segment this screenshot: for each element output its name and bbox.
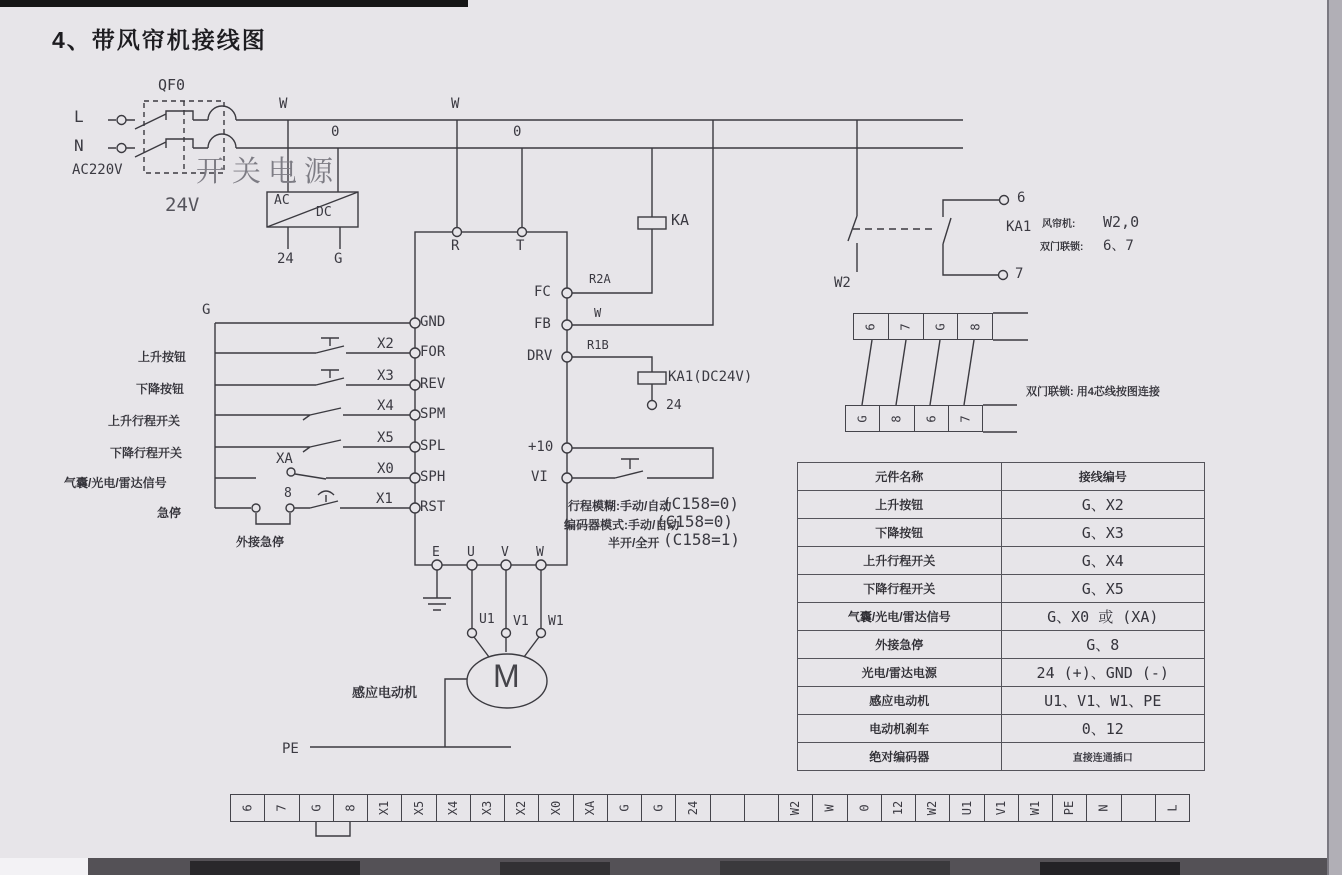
terminal-cell-label: G [309, 804, 324, 812]
terminal-cell-X2 [505, 795, 539, 821]
terminal-cell-label: G [933, 322, 948, 331]
term-drv: DRV [527, 348, 553, 364]
term-u: U [467, 545, 475, 560]
terminal-cell-label: X4 [446, 800, 461, 816]
label-pe: PE [282, 741, 299, 757]
term-r: R [451, 238, 460, 254]
terminal-cell-label: 8 [343, 804, 358, 812]
term-v: V [501, 545, 509, 560]
terminal-cell-label: X3 [480, 800, 495, 816]
label-qf0: QF0 [158, 76, 186, 94]
table-header-1: 接线编号 [1001, 463, 1205, 491]
wiring-table-header [798, 463, 1205, 491]
terminal-cell-label: N [1096, 804, 1111, 812]
terminal-cell-label: 6 [863, 322, 878, 331]
row-down-travel-switch: 下降行程开关 [110, 446, 183, 460]
curtain-interlock-contacts [848, 120, 1009, 280]
note-half-open: 半开/全开 [608, 536, 660, 550]
legend-curtain-value: W2,0 [1103, 213, 1140, 231]
table-row [798, 743, 1205, 771]
terminal-cell-label: G [617, 804, 632, 812]
terminal-cell-G [846, 406, 880, 431]
wire-x4: X4 [377, 398, 394, 414]
wiring-number-cell: G、X0 或 (XA) [1001, 603, 1205, 631]
terminal-cell-label: 7 [958, 414, 973, 423]
terminal-cell-label: XA [583, 800, 598, 816]
term-rst: RST [420, 499, 446, 515]
wiring-number-cell: G、X2 [1001, 491, 1205, 519]
row-estop: 急停 [157, 506, 182, 520]
terminal-cell-6 [854, 314, 889, 339]
label-induction-motor: 感应电动机 [352, 685, 418, 700]
terminal-cell-label: U1 [959, 800, 974, 816]
terminal-cell-8 [334, 795, 368, 821]
terminal-cell-8 [880, 406, 914, 431]
legend-interlock-value: 6、7 [1103, 238, 1134, 254]
terminal-cell-X4 [437, 795, 471, 821]
terminal-cell-6 [231, 795, 265, 821]
bus-w-label-2: W [451, 96, 460, 112]
terminal-cell-W1 [1019, 795, 1053, 821]
term-plus10: +10 [528, 439, 554, 455]
row-down-button: 下降按钮 [136, 382, 185, 396]
terminal-cell-label: 12 [891, 800, 906, 816]
legend-interlock-label: 双门联锁: [1040, 242, 1084, 253]
wire-v1: V1 [513, 614, 529, 629]
motor-m-label: M [493, 658, 520, 694]
table-header-0: 元件名称 [798, 463, 1002, 491]
component-name-cell: 电动机刹车 [798, 715, 1002, 743]
terminal-cell-blank [745, 795, 779, 821]
terminal-cell-label: X2 [514, 800, 529, 816]
component-name-cell: 下降行程开关 [798, 575, 1002, 603]
relay-ka-label: KA [671, 211, 690, 229]
terminal-cell-label: V1 [994, 800, 1009, 816]
term-6: 6 [1017, 190, 1026, 206]
label-l: L [74, 107, 84, 126]
wiring-number-cell: 直接连通插口 [1001, 743, 1205, 771]
component-name-cell: 光电/雷达电源 [798, 659, 1002, 687]
component-name-cell: 上升按钮 [798, 491, 1002, 519]
bus-w-label-1: W [279, 96, 288, 112]
bottom-terminal-strip [230, 794, 1190, 822]
wiring-table [797, 462, 1205, 771]
terminal-cell-X1 [368, 795, 402, 821]
legend-curtain-label: 风帘机: [1042, 219, 1076, 230]
note-encoder-mode: 编码器模式:手动/自动 [564, 518, 680, 532]
terminal-cell-blank [1122, 795, 1156, 821]
term-t: T [516, 238, 525, 254]
interlock-block-bottom [845, 405, 983, 432]
terminal-cell-label: W1 [1028, 800, 1043, 816]
row-up-travel-switch: 上升行程开关 [108, 414, 181, 428]
page-title: 4、带风帘机接线图 [52, 27, 267, 53]
terminal-cell-label: 7 [898, 322, 913, 331]
terminal-cell-U1 [950, 795, 984, 821]
terminal-cell-W2 [779, 795, 813, 821]
table-row [798, 491, 1205, 519]
terminal-cell-blank [711, 795, 745, 821]
wire-w-fb: W [594, 306, 602, 320]
terminal-cell-label: 8 [889, 414, 904, 423]
terminal-cell-label: 0 [857, 804, 872, 812]
scan-bottom-blob-1 [190, 861, 360, 875]
component-name-cell: 上升行程开关 [798, 547, 1002, 575]
term-sph: SPH [420, 469, 446, 485]
terminal-cell-label: X0 [548, 800, 563, 816]
contact-ka1-label: KA1 [1006, 219, 1032, 235]
terminal-cell-label: W2 [788, 800, 803, 816]
terminal-circles [410, 228, 572, 571]
row-up-button: 上升按钮 [138, 350, 187, 364]
wiring-number-cell: G、8 [1001, 631, 1205, 659]
wire-x1: X1 [376, 491, 393, 507]
terminal-cell-X5 [402, 795, 436, 821]
label-switch-power: 开关电源 [196, 156, 341, 188]
terminal-cell-7 [265, 795, 299, 821]
scan-bottom-blob-2 [500, 862, 610, 875]
wiring-number-cell: U1、V1、W1、PE [1001, 687, 1205, 715]
wire-r2a: R2A [589, 272, 611, 286]
terminal-cell-N [1087, 795, 1121, 821]
mains-input [108, 106, 236, 157]
wire-xa: XA [276, 451, 293, 467]
terminal-cell-XA [574, 795, 608, 821]
strip-jumper-g8 [316, 822, 350, 836]
term-e: E [432, 545, 440, 560]
bus-0-label-2: 0 [513, 124, 522, 140]
term-vi: VI [531, 469, 548, 485]
label-24v: 24V [165, 194, 200, 216]
terminal-cell-X3 [471, 795, 505, 821]
wire-r1b: R1B [587, 338, 609, 352]
table-row [798, 547, 1205, 575]
component-name-cell: 绝对编码器 [798, 743, 1002, 771]
scan-corner-bottom-left [0, 858, 88, 875]
terminal-cell-label: 24 [685, 800, 700, 816]
terminal-cell-V1 [985, 795, 1019, 821]
terminal-cell-G [608, 795, 642, 821]
bus-0-label-1: 0 [331, 124, 340, 140]
terminal-cell-6 [915, 406, 949, 431]
relay-ka1-label: KA1(DC24V) [668, 369, 753, 385]
relay-circuits [572, 120, 713, 478]
note-encoder-mode-val: (C158=0) [656, 512, 734, 531]
interlock-block-top [853, 313, 993, 340]
terminal-cell-W [813, 795, 847, 821]
note-travel-mode: 行程模糊:手动/自动 [568, 499, 672, 513]
term-24: 24 [666, 398, 682, 413]
term-fc: FC [534, 284, 551, 300]
table-row [798, 715, 1205, 743]
terminal-cell-W2 [916, 795, 950, 821]
scan-edge-right [1327, 0, 1342, 875]
scan-bottom-blob-3 [720, 861, 950, 875]
terminal-cell-12 [882, 795, 916, 821]
note-interlock: 双门联锁: 用4芯线按图连接 [1026, 386, 1160, 398]
note-travel-mode-val: (C158=0) [662, 494, 740, 513]
terminal-cell-label: PE [1062, 800, 1077, 816]
note-half-open-val: (C158=1) [663, 530, 741, 549]
terminal-cell-label: L [1165, 804, 1180, 812]
terminal-cell-G [300, 795, 334, 821]
component-name-cell: 外接急停 [798, 631, 1002, 659]
terminal-cell-label: G [651, 804, 666, 812]
wire-x2: X2 [377, 336, 394, 352]
terminal-cell-label: 8 [968, 322, 983, 331]
row-sensor-signal: 气囊/光电/雷达信号 [64, 476, 167, 490]
wire-w1: W1 [548, 614, 564, 629]
terminal-cell-24 [676, 795, 710, 821]
psu-ac-label: AC [274, 193, 290, 208]
term-fb: FB [534, 316, 551, 332]
table-row [798, 659, 1205, 687]
term-7: 7 [1015, 266, 1024, 282]
terminal-cell-label: 7 [274, 804, 289, 812]
terminal-cell-label: X1 [377, 800, 392, 816]
inverter-box [415, 232, 567, 565]
wiring-number-cell: G、X3 [1001, 519, 1205, 547]
psu-dc-label: DC [316, 205, 332, 220]
wiring-table-body [798, 491, 1205, 771]
table-row [798, 631, 1205, 659]
table-row [798, 687, 1205, 715]
terminal-cell-7 [949, 406, 982, 431]
wiring-number-cell: G、X5 [1001, 575, 1205, 603]
term-spl: SPL [420, 438, 446, 454]
scan-edge-top [0, 0, 468, 7]
terminal-cell-8 [958, 314, 992, 339]
wiring-number-cell: G、X4 [1001, 547, 1205, 575]
psu-g-label: G [334, 251, 343, 267]
term-spm: SPM [420, 406, 446, 422]
label-g-left: G [202, 302, 211, 318]
term-gnd: GND [420, 314, 446, 330]
wire-8: 8 [284, 486, 292, 501]
terminal-cell-label: 6 [240, 804, 255, 812]
terminal-cell-X0 [539, 795, 573, 821]
terminal-cell-G [642, 795, 676, 821]
wiring-number-cell: 24 (+)、GND (-) [1001, 659, 1205, 687]
wiring-number-cell: 0、12 [1001, 715, 1205, 743]
wire-x5: X5 [377, 430, 394, 446]
wire-x3: X3 [377, 368, 394, 384]
terminal-cell-G [924, 314, 959, 339]
wire-w2: W2 [834, 275, 851, 291]
psu-24-label: 24 [277, 251, 294, 267]
component-name-cell: 感应电动机 [798, 687, 1002, 715]
label-ac220v: AC220V [72, 162, 123, 178]
term-rev: REV [420, 376, 446, 392]
label-n: N [74, 136, 84, 155]
terminal-cell-label: G [855, 414, 870, 423]
terminal-cell-label: W [822, 804, 837, 812]
term-w: W [536, 545, 544, 560]
wire-x0: X0 [377, 461, 394, 477]
terminal-cell-label: X5 [411, 800, 426, 816]
wire-u1: U1 [479, 612, 495, 627]
table-row [798, 575, 1205, 603]
component-name-cell: 气囊/光电/雷达信号 [798, 603, 1002, 631]
terminal-cell-7 [889, 314, 924, 339]
table-row [798, 519, 1205, 547]
terminal-cell-label: 6 [924, 414, 939, 423]
terminal-cell-label: W2 [925, 800, 940, 816]
scan-bottom-blob-4 [1040, 862, 1180, 875]
term-for: FOR [420, 344, 446, 360]
terminal-cell-PE [1053, 795, 1087, 821]
component-name-cell: 下降按钮 [798, 519, 1002, 547]
table-row [798, 603, 1205, 631]
terminal-cell-L [1156, 795, 1189, 821]
row-ext-estop: 外接急停 [236, 535, 285, 549]
terminal-cell-0 [848, 795, 882, 821]
